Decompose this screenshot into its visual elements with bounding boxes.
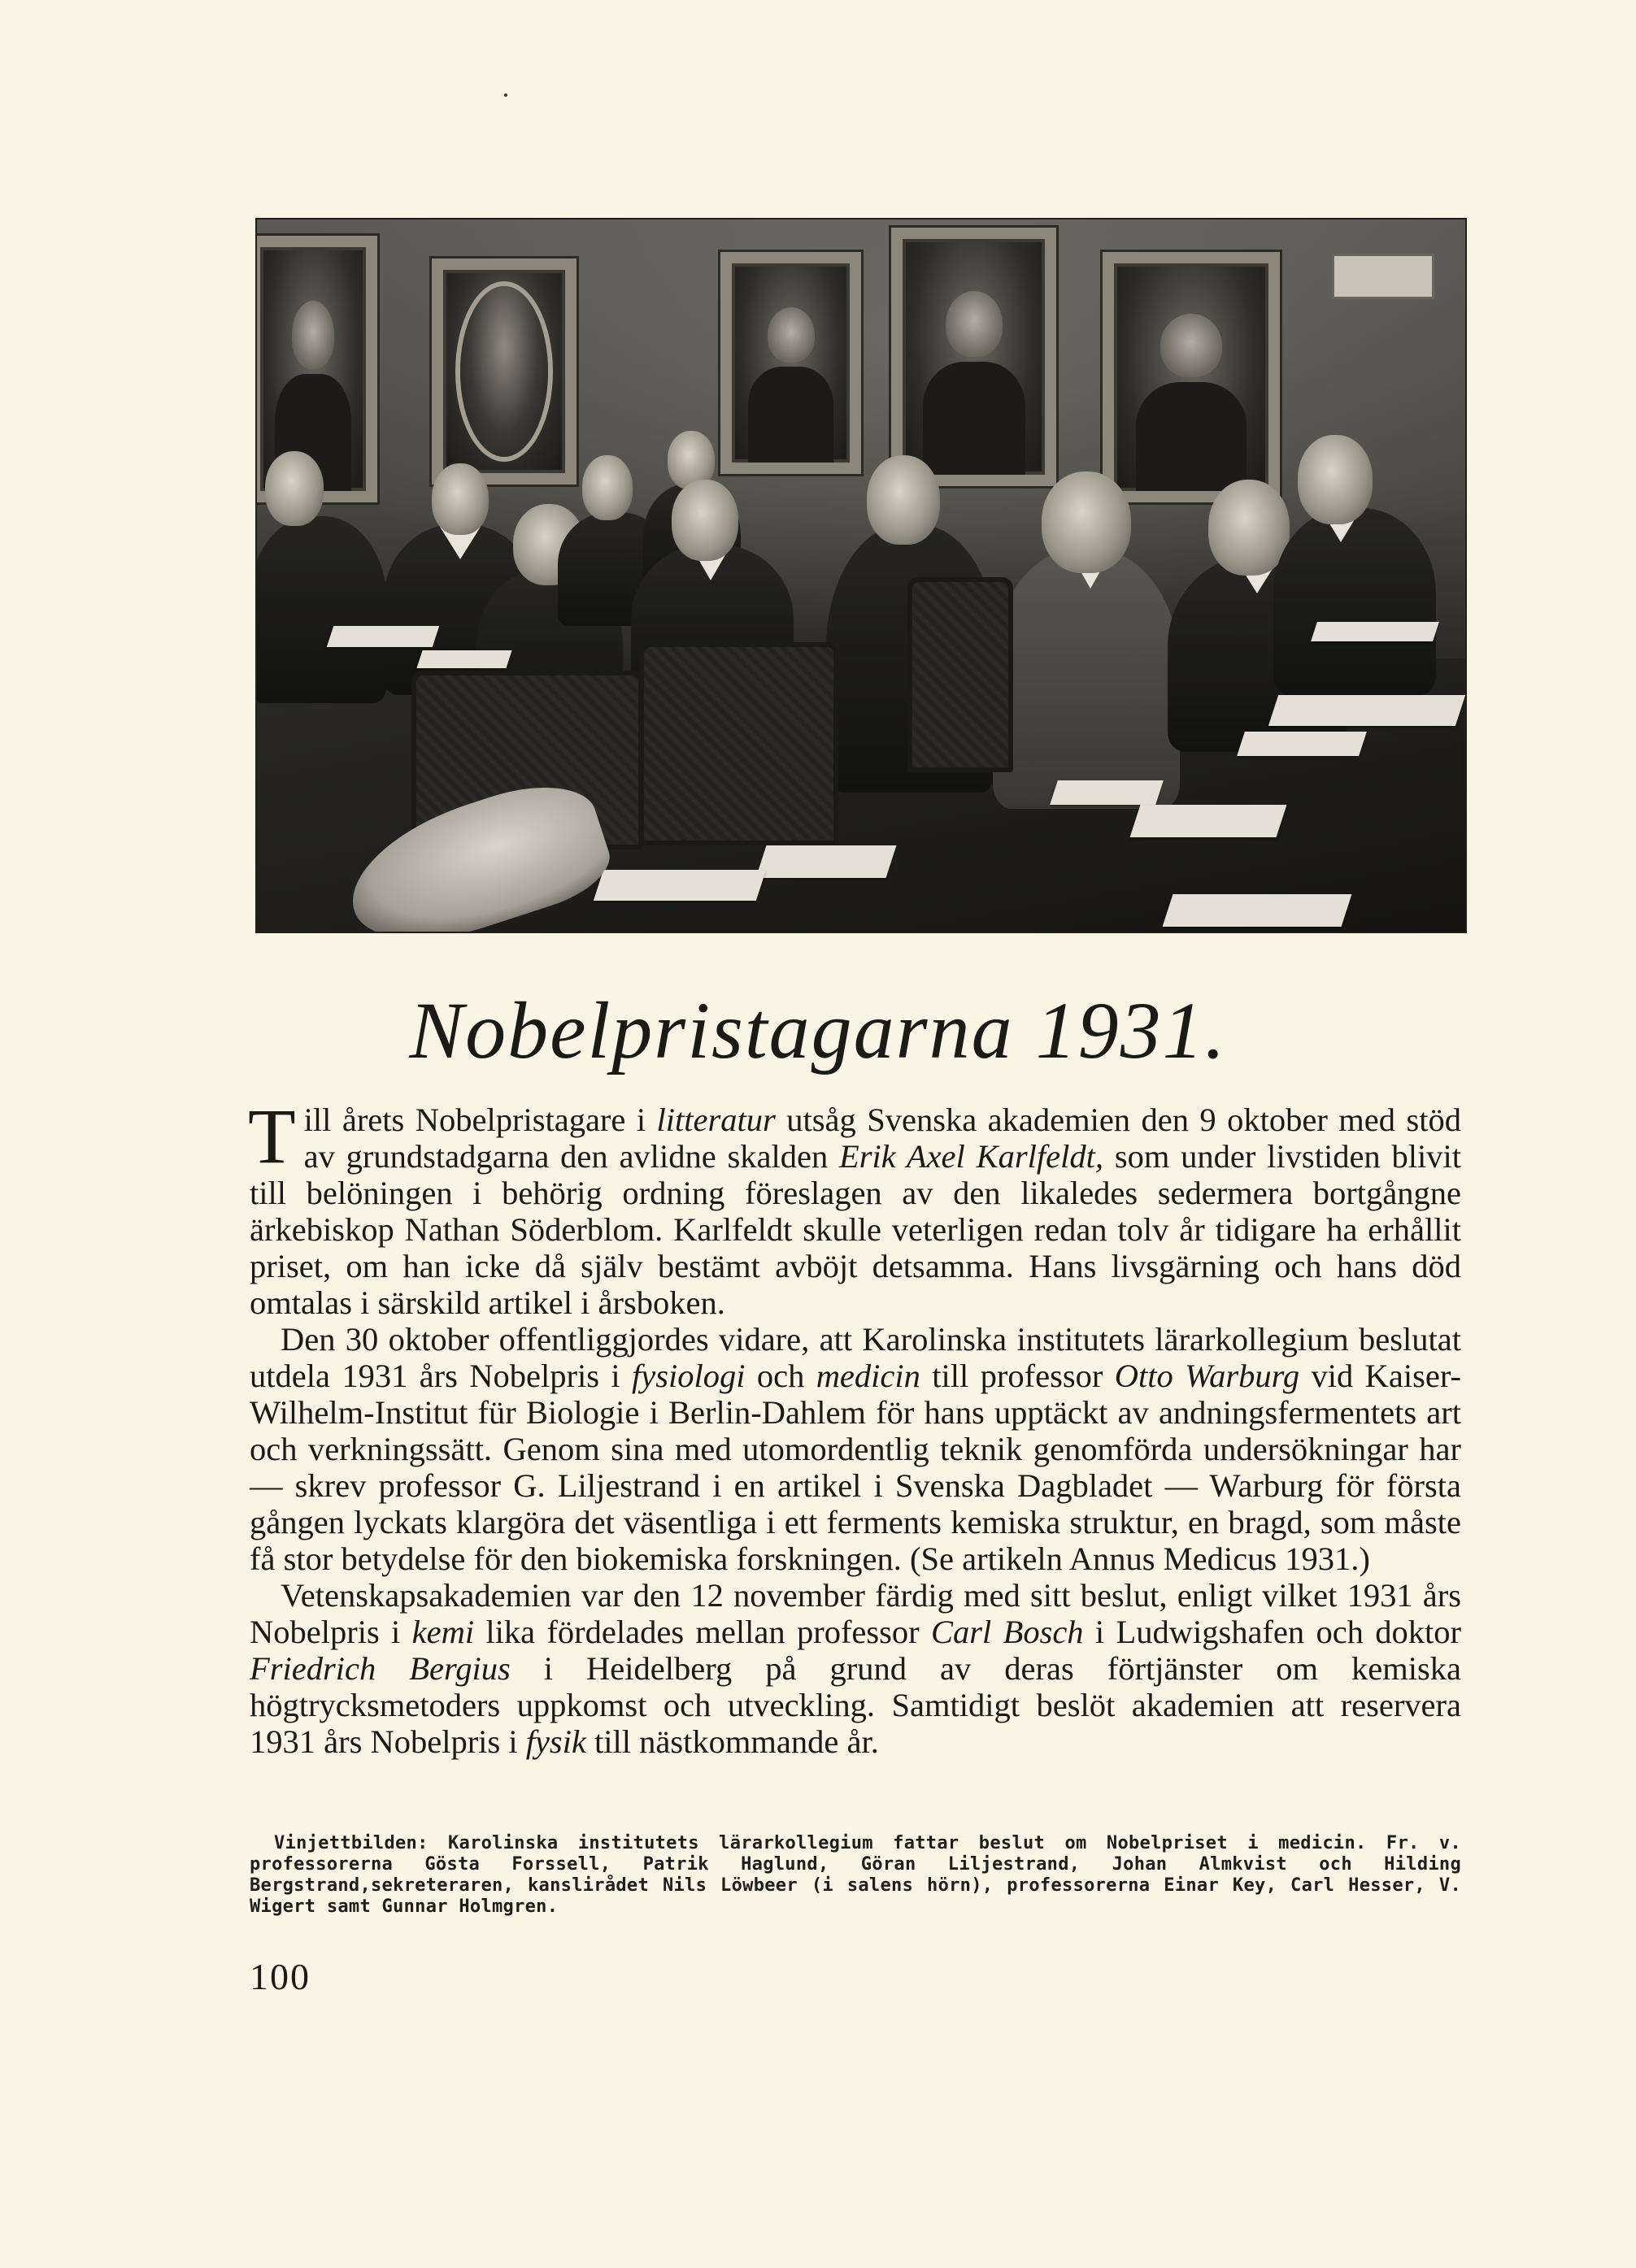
text-run: som under livstiden blivit till belöningen i behörig ordning föreslagen av den likaledes sedermera bortgångne ärkebiskop Nathan Söderblom. Karlfeldt skulle veterligen redan tolv år tidigare ha erhållit priset, om han icke då själv bestämt avböjt detsamma. Hans livsgärning och hans död omtalas i särskild artikel i årsboken. xyxy=(250,1138,1462,1321)
paragraph xyxy=(248,1093,1462,1321)
paper-sheet xyxy=(594,870,766,901)
text-run: i Heidelberg på grund av deras förtjänster om kemiska högtrycksmetoders uppkomst och utveckling. Samtidigt beslöt akademien att reservera 1931 års Nobelpris i xyxy=(250,1650,1461,1760)
meeting-photograph xyxy=(257,219,1465,932)
caption-text: Vinjettbilden: Karolinska institutets lärarkollegium fattar beslut om Nobelpriset i medicin. Fr. v. professorerna Gösta Forssell, Patrik Haglund, Göran Liljestrand, Johan Almkvist och Hilding Bergstrand,sekreteraren, kanslirådet Nils Löwbeer (i salens hörn), professorerna Einar Key, Carl Hesser, V. Wigert samt Gunnar Holmgren. xyxy=(250,1833,1461,1917)
text-run: Den 30 oktober offentliggjordes vidare, att Karolinska institutets lärarkollegium beslutat utdela 1931 års Nobelpris i xyxy=(250,1321,1461,1394)
text-run: till nästkommande år. xyxy=(585,1723,879,1760)
portrait-frame xyxy=(891,228,1056,486)
chair xyxy=(907,577,1013,772)
paper-sheet xyxy=(1163,894,1352,927)
page-number: 100 xyxy=(250,1956,311,1997)
italic-name: Otto Warburg xyxy=(1114,1358,1300,1394)
paper-sheet xyxy=(327,626,439,647)
portrait-frame xyxy=(720,252,861,474)
drop-cap: T xyxy=(248,1093,296,1180)
paper-sheet xyxy=(1050,780,1164,805)
chair xyxy=(639,642,838,845)
portrait-frame xyxy=(432,259,577,484)
paper-sheet xyxy=(1311,622,1439,641)
portrait-frame xyxy=(1103,252,1280,502)
text-run: utsåg Svenska akademien den 9 oktober med stöd av grundstadgarna den avlidne skalden xyxy=(303,1101,1461,1175)
text-run: till professor xyxy=(920,1358,1115,1394)
text-run: Vetenskapsakademien var den 12 november färdig med sitt beslut, enligt vilket 1931 års Nobelpris i xyxy=(250,1577,1461,1650)
italic-name: Friedrich Bergius xyxy=(250,1650,511,1687)
paper-sheet xyxy=(1237,732,1367,756)
paper-sheet xyxy=(756,845,897,878)
wall-plaque xyxy=(1334,256,1432,297)
text-run: lika fördelades mellan professor xyxy=(474,1614,931,1650)
paragraph xyxy=(250,1577,1461,1760)
paper-sheet xyxy=(1268,695,1465,726)
text-run: och xyxy=(745,1358,816,1394)
italic-term: fysik xyxy=(525,1723,586,1760)
page-title: Nobelpristagarna 1931. xyxy=(409,985,1227,1075)
italic-term: medicin xyxy=(816,1358,920,1394)
paper-sheet xyxy=(416,650,511,668)
text-run: ill årets Nobelpristagare i xyxy=(303,1101,657,1138)
photo-caption xyxy=(250,1833,1461,1918)
italic-term: kemi xyxy=(411,1614,475,1650)
paper-sheet xyxy=(1130,805,1287,837)
paragraph xyxy=(250,1321,1461,1577)
print-speck xyxy=(504,93,507,97)
text-run: vid Kaiser-Wilhelm-Institut für Biologie i Berlin-Dahlem för hans upptäckt av andningsfermentets art och verkningssätt. Genom sina med utomordentlig teknik genomförda undersökningar har — skrev professor G. Liljestrand i en artikel i Svenska Dagbladet — Warburg för första gången lyckats klargöra det väsentliga i ett ferments kemiska struktur, en bragd, som måste få stor betydelse för den biokemiska forskningen. (Se artikeln Annus Medicus 1931.) xyxy=(250,1358,1461,1577)
italic-term: fysiologi xyxy=(631,1358,746,1394)
text-run: i Ludwigshafen och doktor xyxy=(1083,1614,1461,1650)
italic-name: Carl Bosch xyxy=(930,1614,1084,1650)
article-body xyxy=(248,1093,1462,1760)
italic-term: litteratur xyxy=(656,1101,776,1138)
italic-name: Erik Axel Karlfeldt, xyxy=(839,1138,1103,1175)
